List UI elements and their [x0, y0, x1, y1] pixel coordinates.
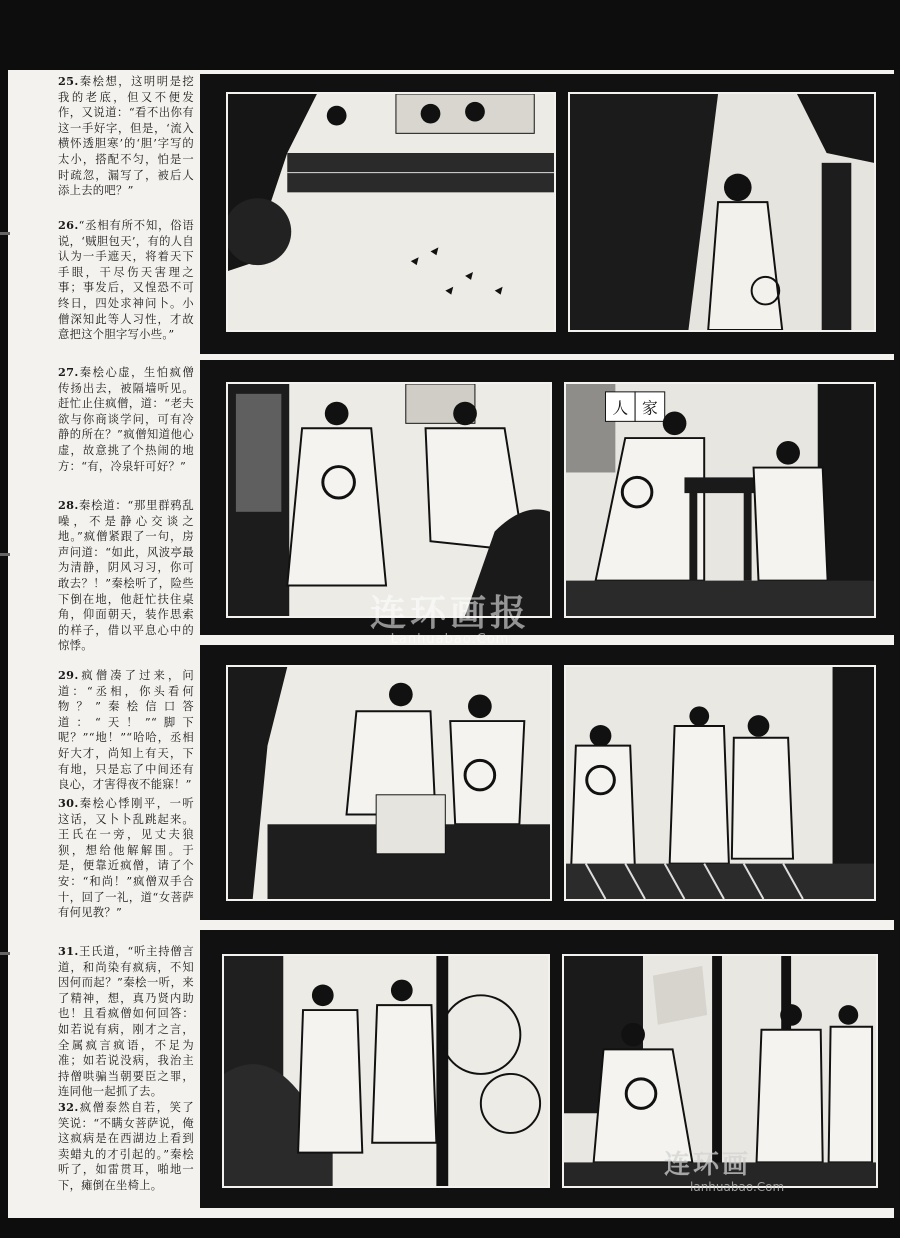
panel-30: [564, 665, 876, 901]
panel-25b: [568, 92, 876, 332]
binding-hole: [0, 232, 10, 235]
panel-25: [226, 92, 556, 332]
bottom-black-border: [0, 1218, 900, 1238]
shop-sign-text-left: 人: [612, 398, 629, 418]
panel-27: [226, 382, 552, 618]
panel-31: [222, 954, 550, 1188]
right-edge-border: [894, 70, 900, 1218]
watermark-title: 连环画报: [370, 593, 531, 634]
caption-27: 27.秦桧心虚，生怕疯僧传扬出去，被隔墙听见。赶忙止住疯僧，道：“老夫欲与你商谈学问，可有冷静的所在？”疯僧知道他心虚，故意挑了个热闹的地方：“有，冷泉轩可好？”: [58, 365, 194, 473]
panel-29: [226, 665, 552, 901]
watermark-2-title: 连环画: [664, 1150, 752, 1180]
comic-strip-1: [200, 74, 894, 354]
top-black-border: [0, 0, 900, 70]
comic-strip-3: [200, 645, 894, 920]
caption-26: 26.“丞相有所不知，俗语说，‘贼胆包天’，有的人自认为一手遮天，将着天下手眼，干尽伤天害理之事；事发后，又惶恐不可终日，四处求神问卜。小僧深知此等人习性，才故意把这个胆字写小些。”: [58, 218, 194, 342]
caption-32: 32.疯僧泰然自若，笑了笑说：“不瞒女菩萨说，俺这疯病是在西湖边上看到卖蜡丸的才引起的。”秦桧听了，如雷贯耳，啪地一下，瘫倒在坐椅上。: [58, 1100, 194, 1192]
left-edge-border: [0, 0, 8, 1238]
comic-strip-4: [200, 930, 894, 1208]
site-watermark: [370, 585, 530, 647]
shop-sign-text-right: 家: [642, 398, 658, 418]
caption-28: 28.秦桧道：“那里群鸦乱噪，不是静心交谈之地。”疯僧紧跟了一句，房声问道：“如此，风波亭最为清静，阴风习习，你可敢去？！”秦桧听了，险些下倒在地，他赶忙扶住桌角，仰面朝天，装作思索的样子，借以平息心中的惊悸。: [58, 498, 194, 653]
binding-hole: [0, 952, 10, 955]
comic-strip-2: [200, 360, 894, 635]
caption-25: 25.秦桧想，这明明是挖我的老底，但又不便发作，又说道：“看不出你有这一手好字，但是，‘流入横怀透胆寒’的‘胆’字写的太小，搭配不匀，怕是一时疏忽，漏写了，被后人添上去的吧？”: [58, 74, 194, 198]
watermark-url: Lanhuabao.Com: [390, 632, 510, 647]
caption-31: 31.王氏道，“听主持僧言道，和尚染有疯病，不知因何而起？”秦桧一听，来了精神，想，真乃贤内助也！且看疯僧如何回答：如若说有病，刚才之言，全属疯言疯语，不足为准；如若说没病，我治主持僧哄骗当朝要臣之罪，连同他一起抓了去。: [58, 944, 194, 1099]
caption-30: 30.秦桧心悸刚平，一听这话，又卜卜乱跳起来。王氏在一旁，见丈夫狼狈，想给他解解围。于是，便靠近疯僧，请了个安：“和尚！”疯僧双手合十，回了一礼，道“女菩萨有何见教？”: [58, 796, 194, 920]
caption-29: 29.疯僧凑了过来，问道：“丞相，你头看何物？”秦桧信口答道：“天！”“脚下呢？”“地！”“哈哈，丞相好大才，尚知上有天，下有地，只是忘了中间还有良心，才害得夜不能寐！”: [58, 668, 194, 792]
binding-hole: [0, 553, 10, 556]
panel-27b: [564, 382, 876, 618]
watermark-2-url: lanhuabao.Com: [690, 1180, 785, 1194]
